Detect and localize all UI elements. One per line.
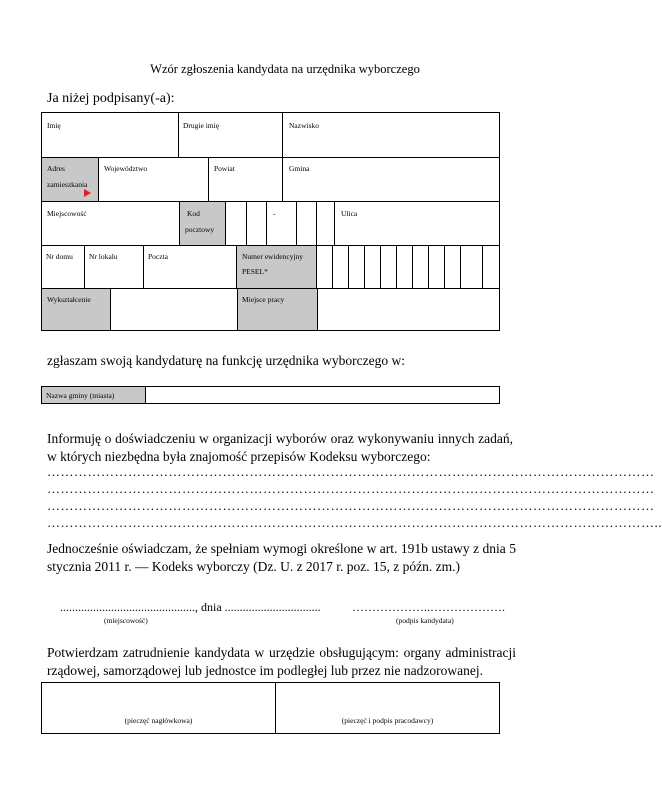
commune-label: Gmina	[289, 164, 310, 173]
education-label: Wykształcenie	[47, 295, 91, 304]
first-name-label: Imię	[47, 121, 61, 130]
experience-text: Informuję o doświadczeniu w organizacji wyborów oraz wykonywaniu innych zadań, w których niezbędna była znajomość przepisów Kodeksu wyborczego:	[47, 431, 513, 464]
declaration-text: zgłaszam swoją kandydaturę na funkcję urzędnika wyborczego w:	[47, 353, 405, 368]
address-label-2: zamieszkania	[47, 180, 88, 189]
place-date-line[interactable]: ............................................., dnia ................................	[60, 600, 321, 614]
dotted-line: ………………………………………………………………………………………………………………………	[47, 464, 655, 479]
experience-dotted-lines[interactable]	[47, 464, 662, 532]
marker-arrow-icon	[84, 189, 91, 197]
pesel-label-2: PESEL*	[242, 267, 268, 276]
dotted-line: ………………………………………………………………………………………………………………………	[47, 498, 655, 513]
apartment-number-label: Nr lokalu	[89, 252, 118, 261]
postal-code-label-1: Kod	[187, 209, 200, 218]
employment-confirmation-text: Potwierdzam zatrudnienie kandydata w urzędzie obsługującym: organy administracji rządowej, samorządowej lub jednostce im podległej lub przez nie nadzorowanej.	[47, 645, 516, 678]
dotted-line: ………………………………………………………………………………………………………………………..	[47, 515, 662, 530]
postal-code-label-2: pocztowy	[185, 225, 215, 234]
header-stamp-caption: (pieczęć nagłówkowa)	[124, 716, 193, 725]
commune-name-box	[41, 386, 500, 404]
street-label: Ulica	[341, 209, 358, 218]
city-label: Miejscowość	[47, 209, 87, 218]
candidate-signature-line[interactable]: ………………..……………….	[352, 600, 505, 614]
voivodeship-label: Województwo	[104, 164, 148, 173]
postal-code-dash: -	[273, 209, 276, 218]
commune-name-field[interactable]	[146, 387, 499, 403]
employer-stamp-box	[41, 682, 500, 734]
personal-data-form	[41, 112, 500, 331]
surname-label: Nazwisko	[289, 121, 319, 130]
document-title: Wzór zgłoszenia kandydata na urzędnika wyborczego	[150, 62, 420, 76]
signature-caption: (podpis kandydata)	[396, 616, 454, 625]
dotted-line: ………………………………………………………………………………………………………………………	[47, 481, 655, 496]
county-label: Powiat	[214, 164, 235, 173]
statement-text: Jednocześnie oświadczam, że spełniam wymogi określone w art. 191b ustawy z dnia 5 stycznia 2011 r. — Kodeks wyborczy (Dz. U. z 2017 r. poz. 15, z późn. zm.)	[47, 541, 516, 574]
pesel-label-1: Numer ewidencyjny	[242, 252, 304, 261]
second-name-label: Drugie imię	[183, 121, 220, 130]
house-number-label: Nr domu	[46, 252, 73, 261]
post-office-label: Poczta	[148, 252, 168, 261]
commune-name-label: Nazwa gminy (miasta)	[46, 391, 115, 400]
workplace-label: Miejsce pracy	[242, 295, 285, 304]
place-caption: (miejscowość)	[104, 616, 148, 625]
address-label-1: Adres	[47, 164, 65, 173]
intro-text: Ja niżej podpisany(-a):	[47, 91, 175, 106]
employer-stamp-caption: (pieczęć i podpis pracodawcy)	[341, 716, 434, 725]
